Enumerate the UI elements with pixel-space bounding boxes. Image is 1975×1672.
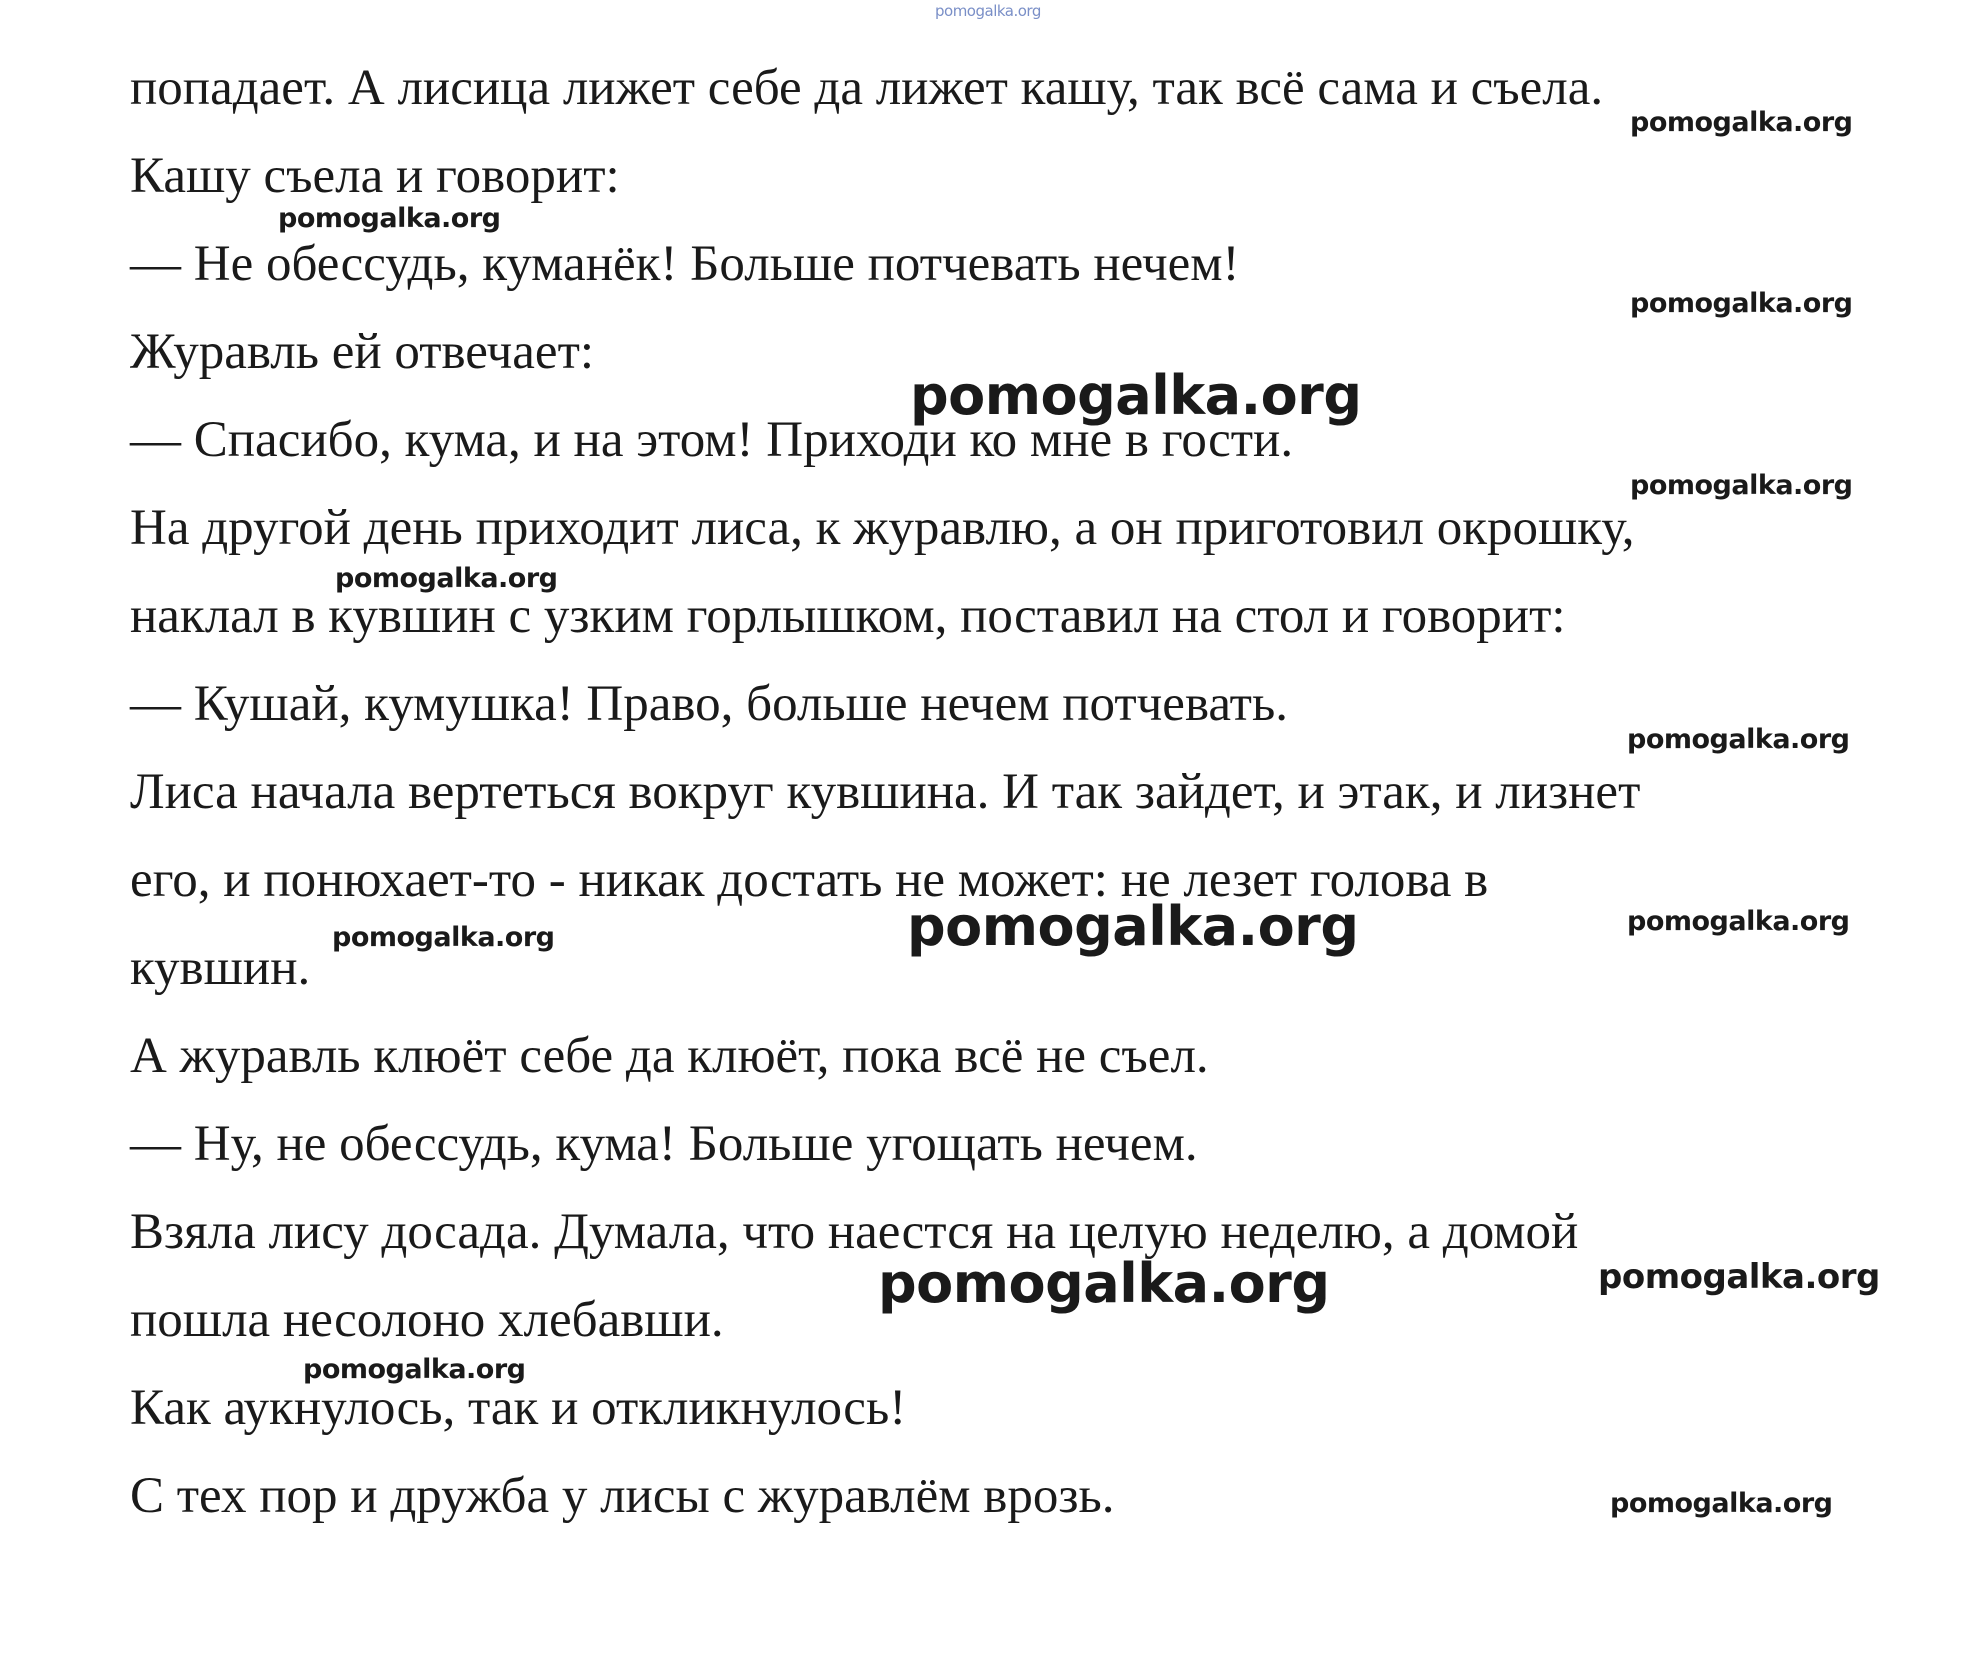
text-line-3: — Не обессудь, куманёк! Больше потчевать нечем!	[130, 236, 1240, 292]
watermark: pomogalka.org	[335, 563, 558, 594]
text-line-4: Журавль ей отвечает:	[130, 324, 595, 380]
watermark: pomogalka.org	[1630, 107, 1853, 138]
text-line-15: пошла несолоно хлебавши.	[130, 1292, 724, 1348]
text-line-13: — Ну, не обессудь, кума! Больше угощать нечем.	[130, 1116, 1198, 1172]
text-line-1: попадает. А лисица лижет себе да лижет кашу, так всё сама и съела.	[130, 60, 1604, 116]
text-line-9: Лиса начала вертеться вокруг кувшина. И так зайдет, и этак, и лизнет	[130, 764, 1641, 820]
watermark: pomogalka.org	[1610, 1488, 1833, 1519]
text-line-17: С тех пор и дружба у лисы с журавлём врозь.	[130, 1468, 1115, 1524]
watermark: pomogalka.org	[1627, 906, 1850, 937]
watermark: pomogalka.org	[910, 364, 1362, 427]
text-line-12: А журавль клюёт себе да клюёт, пока всё не съел.	[130, 1028, 1209, 1084]
text-line-14: Взяла лису досада. Думала, что наестся на целую неделю, а домой	[130, 1204, 1579, 1260]
text-line-16: Как аукнулось, так и откликнулось!	[130, 1380, 907, 1436]
text-line-11: кувшин.	[130, 940, 311, 996]
watermark: pomogalka.org	[1627, 724, 1850, 755]
watermark: pomogalka.org	[332, 922, 555, 953]
text-line-6: На другой день приходит лиса, к журавлю, а он приготовил окрошку,	[130, 500, 1635, 556]
text-line-2: Кашу съела и говорит:	[130, 148, 620, 204]
text-line-5: — Спасибо, кума, и на этом! Приходи ко мне в гости.	[130, 412, 1294, 468]
watermark: pomogalka.org	[1598, 1257, 1880, 1297]
text-line-7: наклал в кувшин с узким горлышком, поставил на стол и говорит:	[130, 588, 1566, 644]
text-line-10: его, и понюхает-то - никак достать не может: не лезет голова в	[130, 852, 1489, 908]
watermark-top: pomogalka.org	[935, 2, 1041, 20]
watermark: pomogalka.org	[278, 203, 501, 234]
watermark: pomogalka.org	[878, 1252, 1330, 1315]
watermark: pomogalka.org	[1630, 288, 1853, 319]
watermark: pomogalka.org	[1630, 470, 1853, 501]
text-line-8: — Кушай, кумушка! Право, больше нечем потчевать.	[130, 676, 1288, 732]
watermark: pomogalka.org	[907, 895, 1359, 958]
watermark: pomogalka.org	[303, 1354, 526, 1385]
